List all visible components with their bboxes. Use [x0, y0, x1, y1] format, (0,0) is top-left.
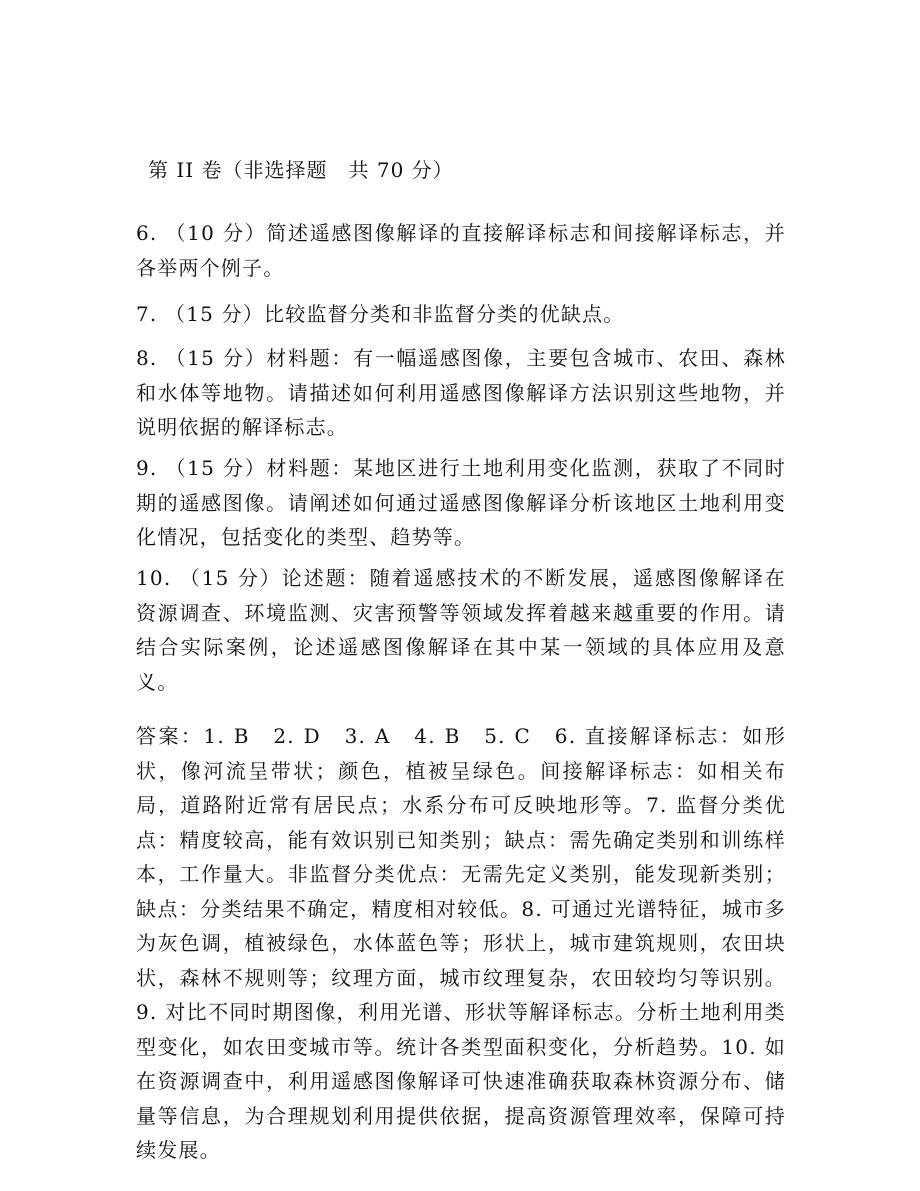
question-6: 6. （10 分）简述遥感图像解译的直接解译标志和间接解译标志，并各举两个例子。: [136, 221, 786, 280]
question-9: 9. （15 分）材料题：某地区进行土地利用变化监测，获取了不同时期的遥感图像。请阐述如何通过遥感图像解译分析该地区土地利用变化情况，包括变化的类型、趋势等。: [136, 456, 786, 549]
question-7: 7. （15 分）比较监督分类和非监督分类的优缺点。: [136, 302, 625, 326]
question-8: 8. （15 分）材料题：有一幅遥感图像，主要包含城市、农田、森林和水体等地物。请描述如何利用遥感图像解译方法识别这些地物，并说明依据的解译标志。: [136, 346, 786, 439]
answer-key: 答案：1. B 2. D 3. A 4. B 5. C 6. 直接解译标志：如形状，像河流呈带状；颜色，植被呈绿色。间接解译标志：如相关布局，道路附近常有居民点；水系分布可反映地形等。7. 监督分类优点：精度较高，能有效识别已知类别；缺点：需先确定类别和训练样本，工作量大。非监督分类优点：无需先定义类别，能发现新类别；缺点：分类结果不确定，精度相对较低。8. 可通过光谱特征，城市多为灰色调，植被绿色，水体蓝色等；形状上，城市建筑规则，农田块状，森林不规则等；纹理方面，城市纹理复杂，农田较均匀等识别。9. 对比不同时期图像，利用光谱、形状等解译标志。分析土地利用类型变化，如农田变城市等。统计各类型面积变化，分析趋势。10. 如在资源调查中，利用遥感图像解译可快速准确获取森林资源分布、储量等信息，为合理规划利用提供依据，提高资源管理效率，保障可持续发展。: [136, 724, 786, 1162]
section-title: 第 II 卷（非选择题 共 70 分）: [148, 158, 454, 182]
question-10: 10. （15 分）论述题：随着遥感技术的不断发展，遥感图像解译在资源调查、环境监测、灾害预警等领域发挥着越来越重要的作用。请结合实际案例，论述遥感图像解译在其中某一领域的具体应用及意义。: [136, 566, 786, 694]
